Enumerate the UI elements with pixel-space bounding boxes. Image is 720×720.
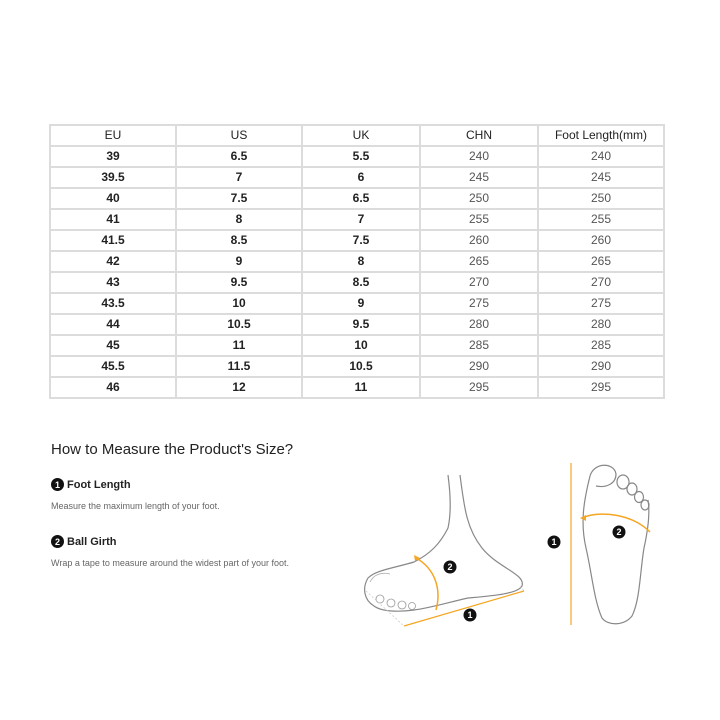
size-chart-table [49,124,665,399]
table-row [50,209,664,230]
header-foot-length: Foot Length(mm) [538,125,664,146]
foot-outline-side [365,475,523,611]
table-cell: 43.5 [50,293,176,314]
table-row [50,356,664,377]
table-cell: 10 [302,335,420,356]
table-cell: 7.5 [176,188,302,209]
table-row [50,167,664,188]
header-eu: EU [50,125,176,146]
table-cell: 9 [176,251,302,272]
table-cell: 6.5 [302,188,420,209]
table-cell: 9 [302,293,420,314]
table-row [50,230,664,251]
table-cell: 290 [538,356,664,377]
table-cell: 39.5 [50,167,176,188]
step-label: Foot Length [67,478,131,491]
table-cell: 280 [538,314,664,335]
toe-4 [409,603,416,610]
table-cell: 275 [420,293,538,314]
table-row [50,272,664,293]
table-cell: 9.5 [176,272,302,293]
table-cell: 6 [302,167,420,188]
marker-1-top-label: 1 [551,537,557,547]
table-cell: 5.5 [302,146,420,167]
table-cell: 290 [420,356,538,377]
toe-2 [387,599,395,607]
table-cell: 245 [420,167,538,188]
table-cell: 285 [538,335,664,356]
table-cell: 260 [538,230,664,251]
table-cell: 6.5 [176,146,302,167]
marker-1-label: 1 [467,610,473,620]
table-cell: 260 [420,230,538,251]
table-cell: 10.5 [302,356,420,377]
step-label: Ball Girth [67,535,117,548]
table-cell: 12 [176,377,302,398]
table-row [50,335,664,356]
marker-2-top-label: 2 [616,527,622,537]
table-header-row [50,125,664,146]
table-cell: 285 [420,335,538,356]
table-cell: 40 [50,188,176,209]
table-cell: 8.5 [302,272,420,293]
table-cell: 250 [538,188,664,209]
step-ball-girth-description: Wrap a tape to measure around the widest part of your foot. [51,558,289,568]
table-cell: 10 [176,293,302,314]
table-cell: 255 [420,209,538,230]
table-cell: 11.5 [176,356,302,377]
table-cell: 280 [420,314,538,335]
header-chn: CHN [420,125,538,146]
table-row [50,251,664,272]
table-row [50,146,664,167]
toe-1 [376,595,384,603]
table-cell: 240 [538,146,664,167]
table-cell: 11 [176,335,302,356]
table-cell: 7 [302,209,420,230]
table-cell: 10.5 [176,314,302,335]
table-row [50,314,664,335]
step-foot-length-description: Measure the maximum length of your foot. [51,501,220,511]
step-ball-girth-title [51,535,117,548]
toe-5-top [641,500,649,510]
table-cell: 43 [50,272,176,293]
table-cell: 45 [50,335,176,356]
guide-title: How to Measure the Product's Size? [51,441,294,458]
table-cell: 295 [420,377,538,398]
table-cell: 265 [538,251,664,272]
header-uk: UK [302,125,420,146]
table-cell: 255 [538,209,664,230]
table-cell: 11 [302,377,420,398]
table-cell: 7 [176,167,302,188]
table-cell: 41.5 [50,230,176,251]
table-row [50,293,664,314]
foot-top-view-diagram [540,460,660,630]
table-cell: 270 [538,272,664,293]
header-us: US [176,125,302,146]
table-cell: 250 [420,188,538,209]
table-cell: 9.5 [302,314,420,335]
table-cell: 8 [176,209,302,230]
girth-tape-side [416,558,438,610]
table-cell: 42 [50,251,176,272]
table-cell: 295 [538,377,664,398]
table-cell: 245 [538,167,664,188]
table-cell: 240 [420,146,538,167]
table-row [50,377,664,398]
table-cell: 7.5 [302,230,420,251]
table-cell: 45.5 [50,356,176,377]
table-cell: 39 [50,146,176,167]
toe-3 [398,601,406,609]
marker-2-label: 2 [447,562,453,572]
big-toe [590,465,616,486]
number-1-icon: 1 [51,478,64,491]
foot-outline-top [583,476,649,624]
table-cell: 41 [50,209,176,230]
number-2-icon: 2 [51,535,64,548]
table-cell: 265 [420,251,538,272]
table-cell: 8.5 [176,230,302,251]
table-cell: 46 [50,377,176,398]
table-cell: 8 [302,251,420,272]
foot-side-view-diagram [360,470,535,630]
table-cell: 275 [538,293,664,314]
table-cell: 270 [420,272,538,293]
table-row [50,188,664,209]
step-foot-length-title [51,478,131,491]
table-cell: 44 [50,314,176,335]
